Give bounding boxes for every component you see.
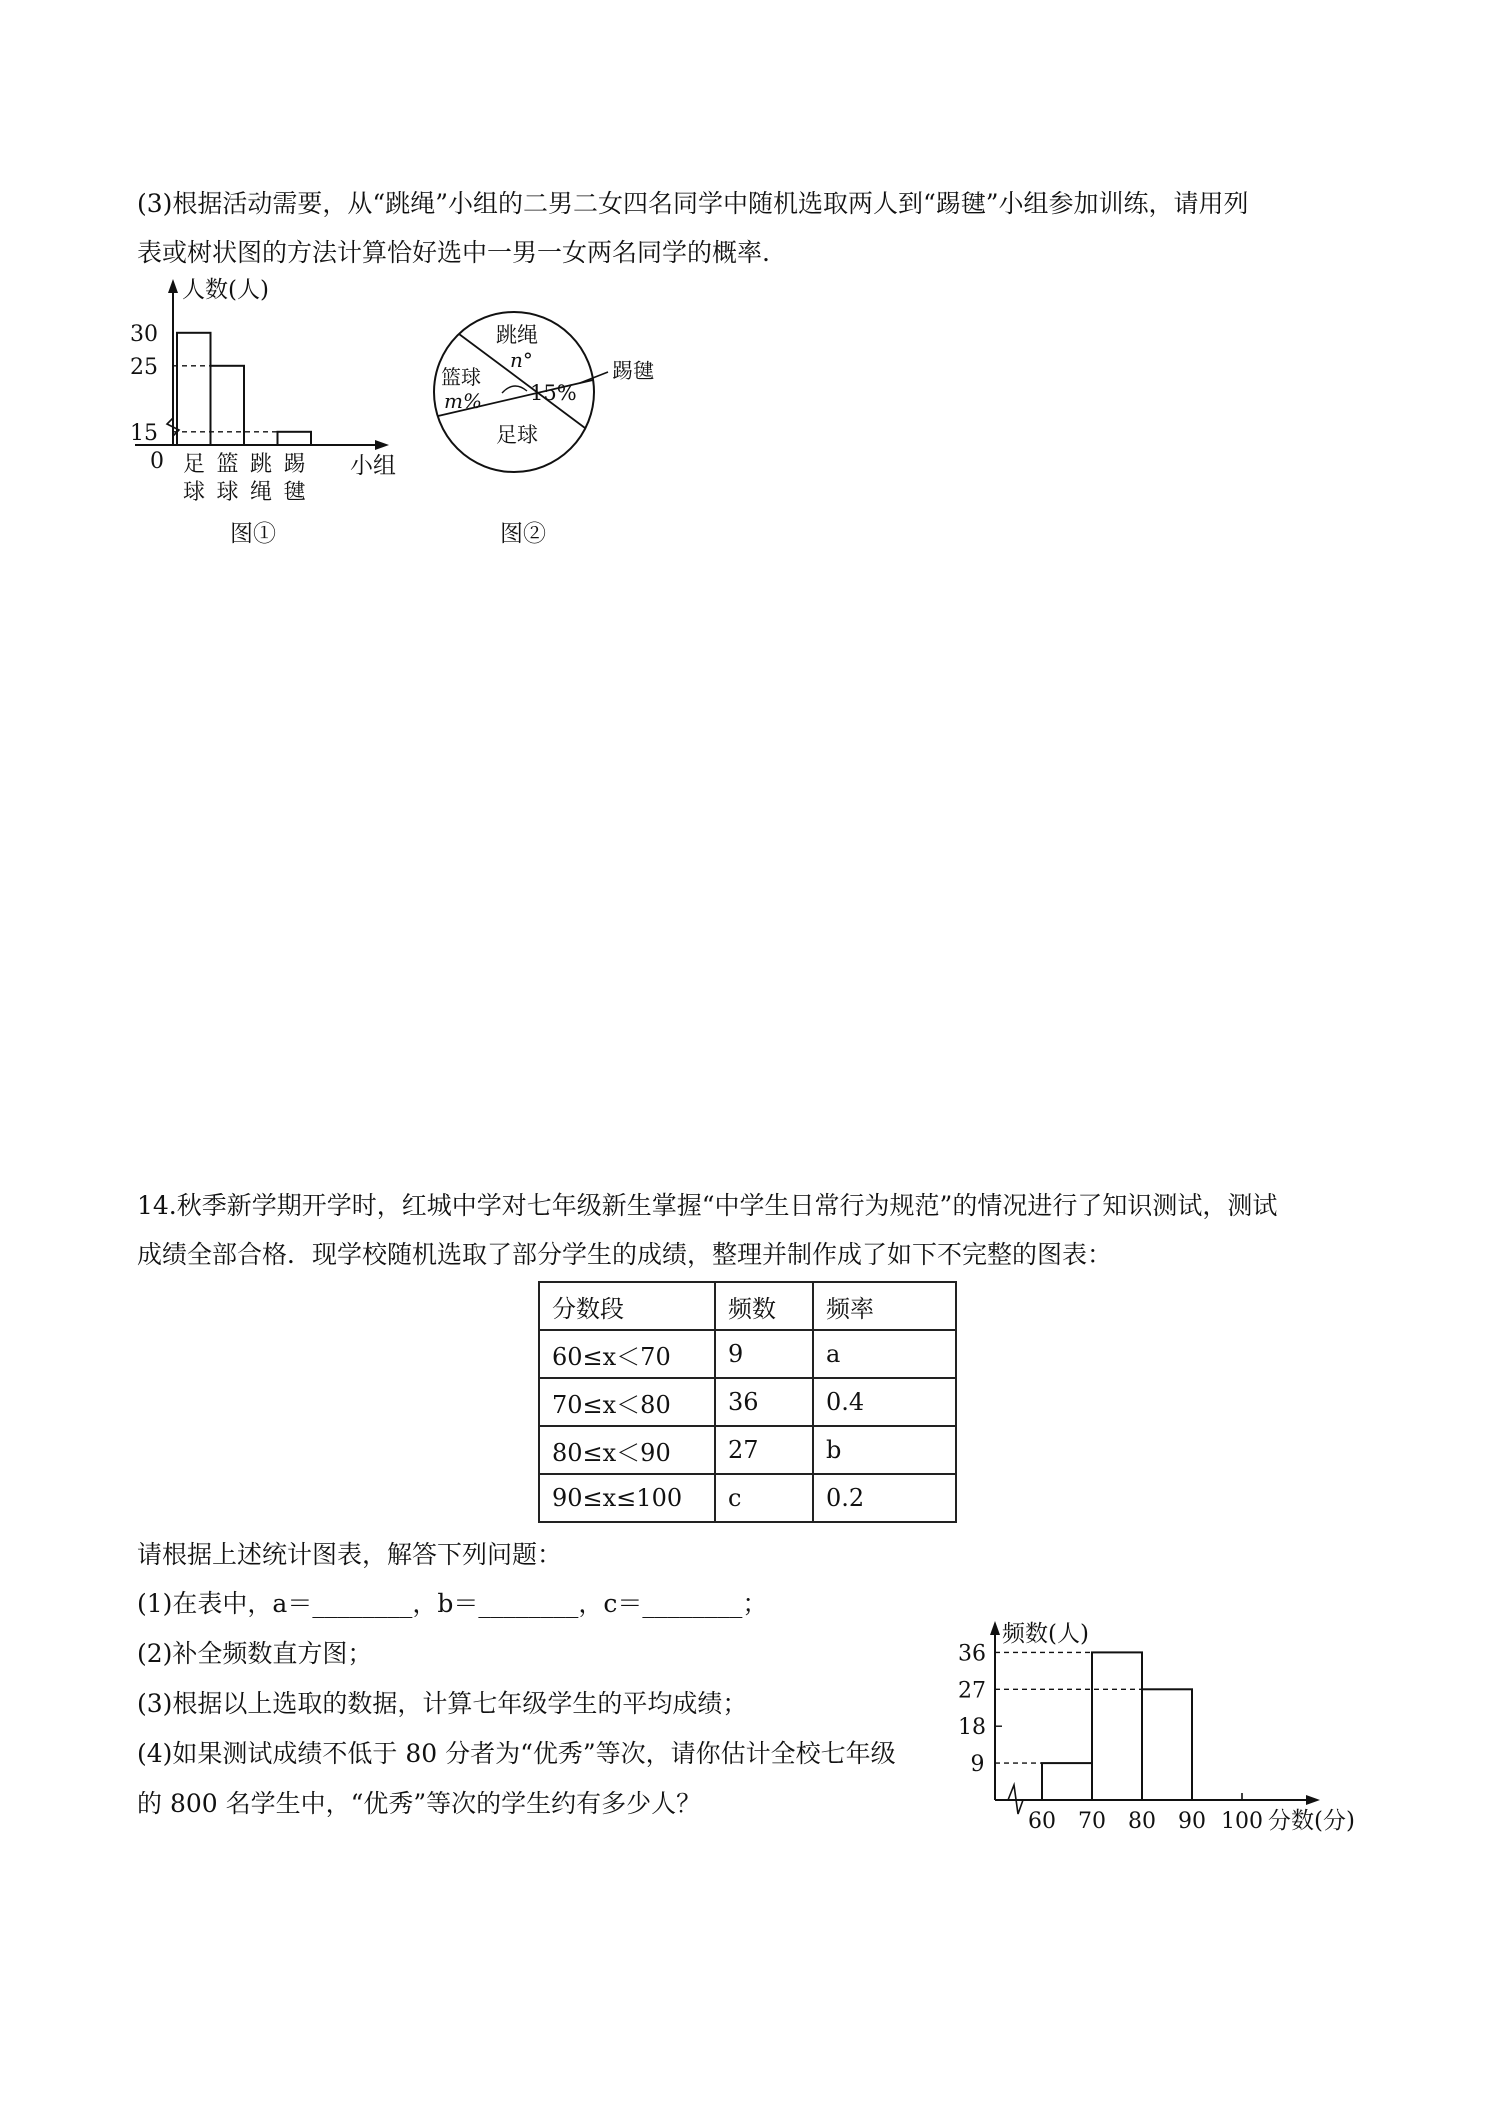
- fig1-bar-chart: [130, 275, 420, 550]
- fig3-xtick-label: 60: [1028, 1809, 1056, 1834]
- fig3-histogram: [950, 1615, 1370, 1835]
- table-cell: c: [715, 1474, 813, 1522]
- fig1-tick-label: 球: [183, 480, 206, 505]
- table-cell: 90≤x≤100: [539, 1474, 715, 1522]
- table-header-row: [539, 1282, 956, 1330]
- fig3-ytick-label: 18: [958, 1715, 986, 1741]
- fig3-xtick-label: 100: [1221, 1809, 1263, 1834]
- table-cell: 0.2: [813, 1474, 956, 1522]
- fig1-ytick-label: 30: [130, 321, 158, 347]
- q14-part4b: 的 800 名学生中，“优秀”等次的学生约有多少人？: [137, 1789, 702, 1818]
- table-header: 频率: [813, 1282, 956, 1330]
- fig1-tick-label: 毽: [283, 480, 306, 505]
- q14-line1: 14.秋季新学期开学时，红城中学对七年级新生掌握“中学生日常行为规范”的情况进行了知识测试，测试: [137, 1191, 1278, 1220]
- q14-part2: (2)补全频数直方图；: [137, 1639, 373, 1668]
- fig1-y-arrow: [168, 279, 178, 293]
- fig2-angle-arc: [502, 386, 527, 393]
- fig1-tick-label: 篮: [216, 452, 239, 477]
- fig3-xtick-label: 80: [1128, 1809, 1156, 1834]
- fig3-xlabel: 分数(分): [1268, 1808, 1355, 1834]
- fig3-bar: [1142, 1689, 1192, 1800]
- fig3-xtick-label: 70: [1078, 1809, 1106, 1834]
- table-row: [539, 1378, 956, 1426]
- fig1-bar: [278, 432, 312, 445]
- table-header: 频数: [715, 1282, 813, 1330]
- table-cell: 80≤x＜90: [539, 1426, 715, 1474]
- q14-intro: 请根据上述统计图表，解答下列问题：: [137, 1540, 563, 1569]
- q3-line1: (3)根据活动需要，从“跳绳”小组的二男二女四名同学中随机选取两人到“踢毽”小组参加训练，请用列: [137, 189, 1249, 218]
- table-cell: 9: [715, 1330, 813, 1378]
- fig3-ytick-label: 9: [970, 1752, 985, 1778]
- fig2-label-kick: 踢毽: [612, 359, 654, 383]
- fig1-tick-label: 球: [216, 480, 239, 505]
- fig2-label-foot: 足球: [496, 423, 538, 447]
- table-row: [539, 1426, 956, 1474]
- fig2-value-kick: 15%: [530, 381, 577, 405]
- q14-line2: 成绩全部合格．现学校随机选取了部分学生的成绩，整理并制作成了如下不完整的图表：: [137, 1240, 1113, 1269]
- fig1-x-arrow: [375, 440, 389, 450]
- fig1-caption: 图①: [230, 521, 276, 547]
- table-cell: a: [813, 1330, 956, 1378]
- fig3-ylabel: 频数(人): [1002, 1621, 1089, 1647]
- table-cell: 36: [715, 1378, 813, 1426]
- table-cell: 27: [715, 1426, 813, 1474]
- fig2-pie-chart: [430, 300, 680, 550]
- frequency-table: [538, 1281, 957, 1523]
- fig1-ytick-label: 15: [130, 420, 158, 446]
- table-cell: 60≤x＜70: [539, 1330, 715, 1378]
- fig1-bar: [177, 333, 211, 445]
- fig3-ytick-label: 27: [958, 1678, 986, 1704]
- fig1-ylabel: 人数(人): [182, 277, 269, 303]
- fig2-label-jump: 跳绳: [496, 323, 538, 347]
- fig1-tick-label: 绳: [250, 480, 273, 505]
- q14-part3: (3)根据以上选取的数据，计算七年级学生的平均成绩；: [137, 1689, 748, 1718]
- q14-part4a: (4)如果测试成绩不低于 80 分者为“优秀”等次，请你估计全校七年级: [137, 1739, 896, 1768]
- q14-part1: (1)在表中，a＝________，b＝________，c＝________；: [137, 1589, 768, 1618]
- fig2-value-jump: n°: [510, 348, 533, 372]
- fig2-caption: 图②: [500, 521, 546, 547]
- fig3-bar: [1092, 1652, 1142, 1800]
- fig2-label-basket: 篮球: [441, 365, 481, 389]
- table-row: [539, 1474, 956, 1522]
- fig1-tick-label: 足: [183, 452, 206, 477]
- fig3-x-arrow: [1306, 1795, 1320, 1805]
- fig3-xtick-label: 90: [1178, 1809, 1206, 1834]
- table-cell: 70≤x＜80: [539, 1378, 715, 1426]
- fig1-ytick-label: 25: [130, 354, 158, 380]
- fig3-bar: [1042, 1763, 1092, 1800]
- q3-line2: 表或树状图的方法计算恰好选中一男一女两名同学的概率.: [137, 238, 770, 267]
- fig3-y-arrow: [990, 1621, 1000, 1635]
- fig1-tick-label: 跳: [250, 452, 273, 477]
- fig2-value-basket: m%: [444, 389, 482, 413]
- fig1-bar: [211, 366, 245, 445]
- fig3-ytick-label: 36: [958, 1641, 986, 1667]
- table-cell: b: [813, 1426, 956, 1474]
- table-header: 分数段: [539, 1282, 715, 1330]
- table-cell: 0.4: [813, 1378, 956, 1426]
- fig1-origin: 0: [150, 449, 164, 474]
- fig3-marks: [958, 1641, 1263, 1834]
- fig1-marks: [130, 322, 311, 505]
- table-row: [539, 1330, 956, 1378]
- fig1-xlabel: 小组: [350, 453, 396, 479]
- fig1-tick-label: 踢: [283, 452, 306, 477]
